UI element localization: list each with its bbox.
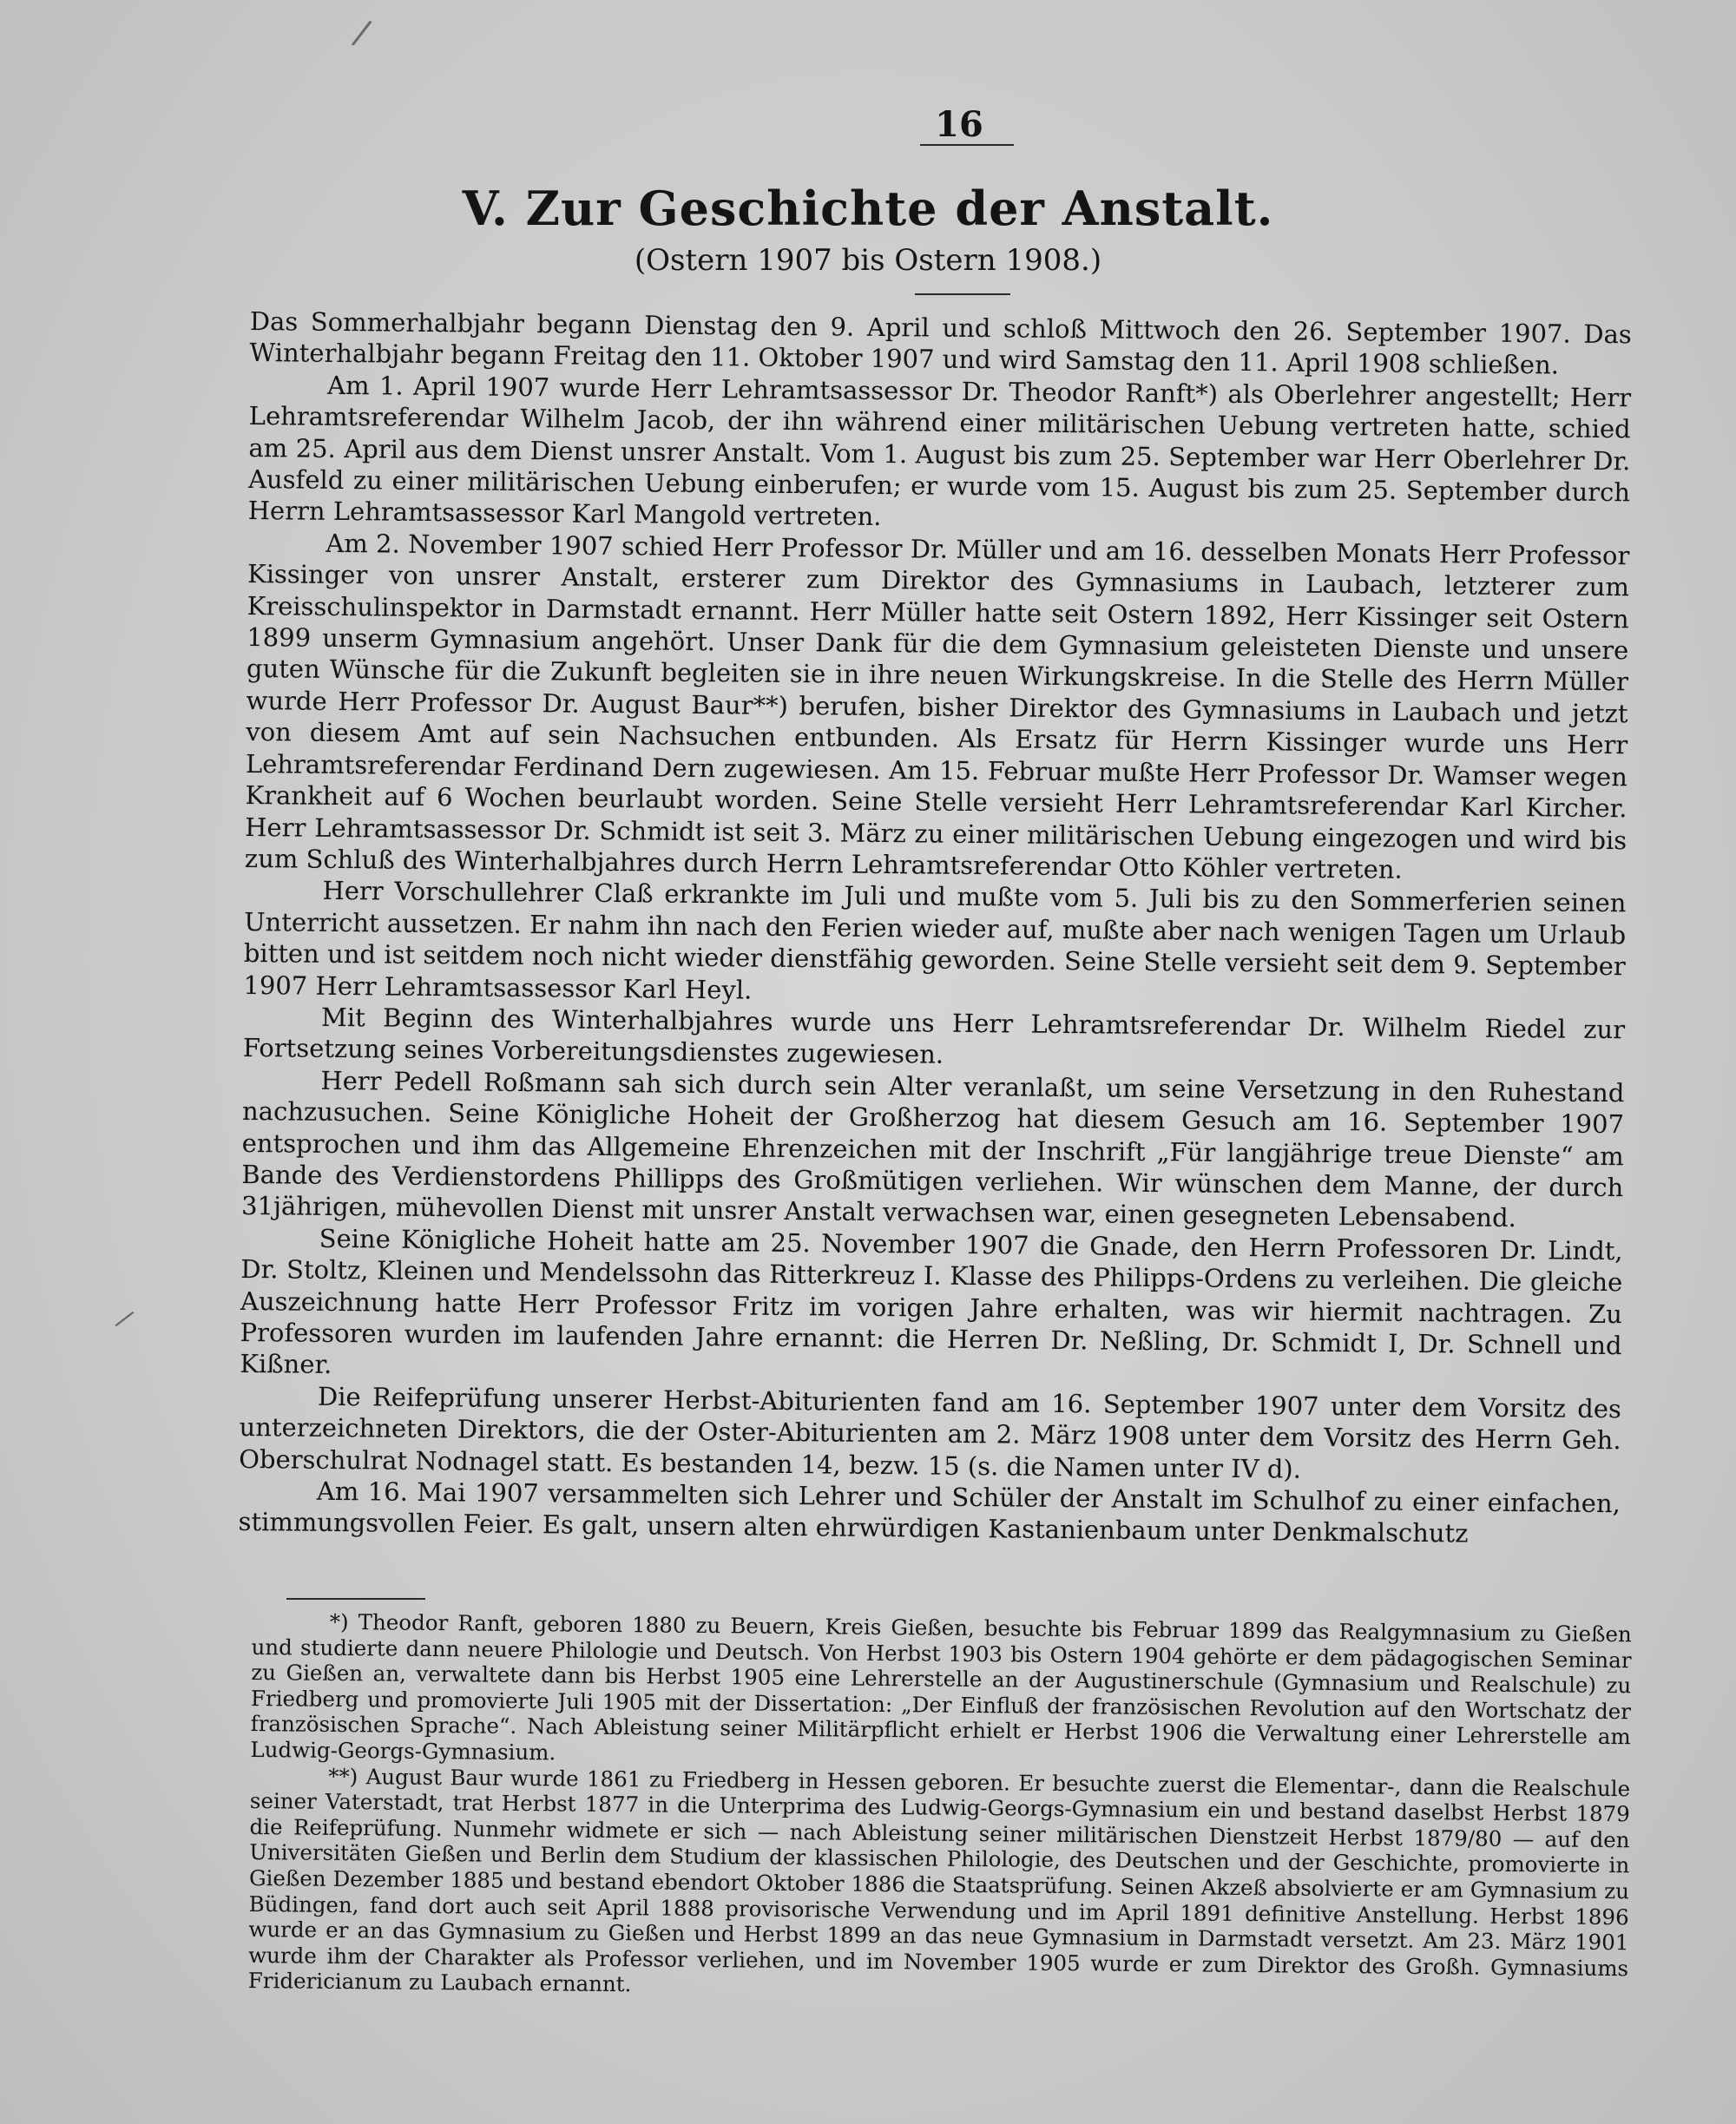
pencil-mark: / bbox=[349, 12, 374, 54]
section-subheading: (Ostern 1907 bis Ostern 1908.) bbox=[634, 243, 1102, 278]
page-number-rule bbox=[920, 144, 1014, 146]
paragraph: Herr Pedell Roßmann sah sich durch sein Alter veranlaßt, um seine Versetzung in den Ruhestand nachzusuchen. Seine Königliche Hoheit der Großherzog hat diesem Gesuch am 16. September 1907 entsprochen und ihm das Allgemeine Ehrenzeichen mit der Inschrift „Für langjährige treue Dienste“ am Bande des Verdienstordens Phillipps des Großmütigen verliehen. Wir wünschen dem Manne, der durch 31jährigen, mühevollen Dienst mit unsrer Anstalt verwachsen war, einen gesegneten Lebensabend. bbox=[240, 1065, 1625, 1233]
body-text bbox=[238, 306, 1632, 1551]
paragraph: Herr Vorschullehrer Claß erkrankte im Juli und mußte vom 5. Juli bis zu den Sommerferien seinen Unterricht aussetzen. Er nahm ihn nach den Ferien wieder auf, mußte aber nach wenigen Tagen um Urlaub bitten und ist seitdem noch nicht wieder dienstfähig geworden. Seine Stelle versieht seit dem 9. September 1907 Herr Lehramtsassessor Karl Heyl. bbox=[243, 876, 1627, 1005]
footnote: **) August Baur wurde 1861 zu Friedberg in Hessen geboren. Er besuchte zuerst die Elementar-, dann die Realschule seiner Vaterstadt, trat Herbst 1877 in die Unterprima des Ludwig-Georgs-Gymnasium ein und bestand daselbst Herbst 1879 die Reifeprüfung. Nunmehr widmete er sich — nach Ableistung seiner militärischen Dienstzeit Herbst 1879/80 — auf den Universitäten Gießen und Berlin dem Studium der klassischen Philologie, des Deutschen und der Geschichte, promovierte in Gießen Dezember 1885 und bestand ebendort Oktober 1886 die Staatsprüfung. Seinen Akzeß absolvierte er am Gymnasium zu Büdingen, fand dort auch seit April 1888 provisorische Verwendung und im April 1891 definitive Anstellung. Herbst 1896 wurde er an das Gymnasium zu Gießen und Herbst 1899 an das neue Gymnasium in Darmstadt versetzt. Am 23. März 1901 wurde ihm der Charakter als Professor verliehen, und im November 1905 wurde er zum Direktor des Großh. Gymnasiums Fridericianum zu Laubach ernannt. bbox=[247, 1763, 1631, 1997]
paragraph: Am 16. Mai 1907 versammelten sich Lehrer und Schüler der Anstalt im Schulhof zu einer einfachen, stimmungsvollen Feier. Es galt, unsern alten ehrwürdigen Kastanienbaum unter Denkmalschutz bbox=[238, 1476, 1621, 1549]
paragraph: Mit Beginn des Winterhalbjahres wurde uns Herr Lehramtsreferendar Dr. Wilhelm Riedel zur Fortsetzung seines Vorbereitungsdienstes zugewiesen. bbox=[242, 1002, 1626, 1070]
footnotes bbox=[248, 1608, 1632, 2007]
paragraph: Am 1. April 1907 wurde Herr Lehramtsassessor Dr. Theodor Ranft*) als Oberlehrer angestellt; Herr Lehramtsreferendar Wilhelm Jacob, der ihn während einer militärischen Uebung vertreten hatte, schied am 25. April aus dem Dienst unsrer Anstalt. Vom 1. August bis zum 25. September war Herr Oberlehrer Dr. Ausfeld zu einer militärischen Uebung einberufen; er wurde vom 15. August bis zum 25. September durch Herrn Lehramtsassessor Karl Mangold vertreten. bbox=[247, 370, 1632, 532]
footnote: *) Theodor Ranft, geboren 1880 zu Beuern, Kreis Gießen, besuchte bis Februar 1899 das Realgymnasium zu Gießen und studierte dann neuere Philologie und Deutsch. Von Herbst 1903 bis Ostern 1904 gehörte er dem pädagogischen Seminar zu Gießen an, verwaltete dann bis Herbst 1905 eine Lehrerstelle an der Augustinerschule (Gymnasium und Realschule) zu Friedberg und promovierte Juli 1905 mit der Dissertation: „Der Einfluß der französischen Revolution auf den Wortschatz der französischen Sprache“. Nach Ableistung seiner Militärpflicht erhielt er Herbst 1906 die Verwaltung einer Lehrerstelle am Ludwig-Georgs-Gymnasium. bbox=[250, 1608, 1632, 1766]
section-heading: V. Zur Geschichte der Anstalt. bbox=[462, 181, 1274, 236]
heading-rule bbox=[915, 293, 1010, 295]
page-number: 16 bbox=[935, 104, 983, 145]
pencil-mark: / bbox=[112, 1304, 137, 1334]
paragraph: Das Sommerhalbjahr begann Dienstag den 9. April und schloß Mittwoch den 26. September 1907. Das Winterhalbjahr begann Freitag den 11. Oktober 1907 und wird Samstag den 11. April 1908 schließen. bbox=[249, 306, 1632, 380]
footnote-rule bbox=[286, 1598, 425, 1600]
paragraph: Am 2. November 1907 schied Herr Professor Dr. Müller und am 16. desselben Monats Herr Professor Kissinger von unsrer Anstalt, ersterer zum Direktor des Gymnasiums in Laubach, letzterer zum Kreisschulinspektor in Darmstadt ernannt. Herr Müller hatte seit Ostern 1892, Herr Kissinger seit Ostern 1899 unserm Gymnasium angehört. Unser Dank für die dem Gymnasium geleisteten Dienste und unsere guten Wünsche für die Zukunft begleiten sie in ihre neuen Wirkungskreise. In die Stelle des Herrn Müller wurde Herr Professor Dr. August Baur**) berufen, bisher Direktor des Gymnasiums in Laubach und jetzt von diesem Amt auf sein Nachsuchen entbunden. Als Ersatz für Herrn Kissinger wurde uns Herr Lehramtsreferendar Ferdinand Dern zugewiesen. Am 15. Februar mußte Herr Professor Dr. Wamser wegen Krankheit auf 6 Wochen beurlaubt worden. Seine Stelle versieht Herr Lehramtsreferendar Karl Kircher. Herr Lehramtsassessor Dr. Schmidt ist seit 3. März zu einer militärischen Uebung eingezogen und wird bis zum Schluß des Winterhalbjahres durch Herrn Lehramtsreferendar Otto Köhler vertreten. bbox=[244, 528, 1630, 884]
paragraph: Die Reifeprüfung unserer Herbst-Abiturienten fand am 16. September 1907 unter dem Vorsitz des unterzeichneten Direktors, die der Oster-Abiturienten am 2. März 1908 unter dem Vorsitz des Herrn Geh. Oberschulrat Nodnagel statt. Es bestanden 14, bezw. 15 (s. die Namen unter IV d). bbox=[239, 1381, 1622, 1484]
paragraph: Seine Königliche Hoheit hatte am 25. November 1907 die Gnade, den Herrn Professoren Dr. Lindt, Dr. Stoltz, Kleinen und Mendelssohn das Ritterkreuz I. Klasse des Philipps-Ordens zu verleihen. Die gleiche Auszeichnung hatte Herr Professor Fritz im vorigen Jahre erhalten, was wir hiermit nachtragen. Zu Professoren wurden im laufenden Jahre ernannt: die Herren Dr. Neßling, Dr. Schmidt I, Dr. Schnell und Kißner. bbox=[240, 1223, 1623, 1380]
